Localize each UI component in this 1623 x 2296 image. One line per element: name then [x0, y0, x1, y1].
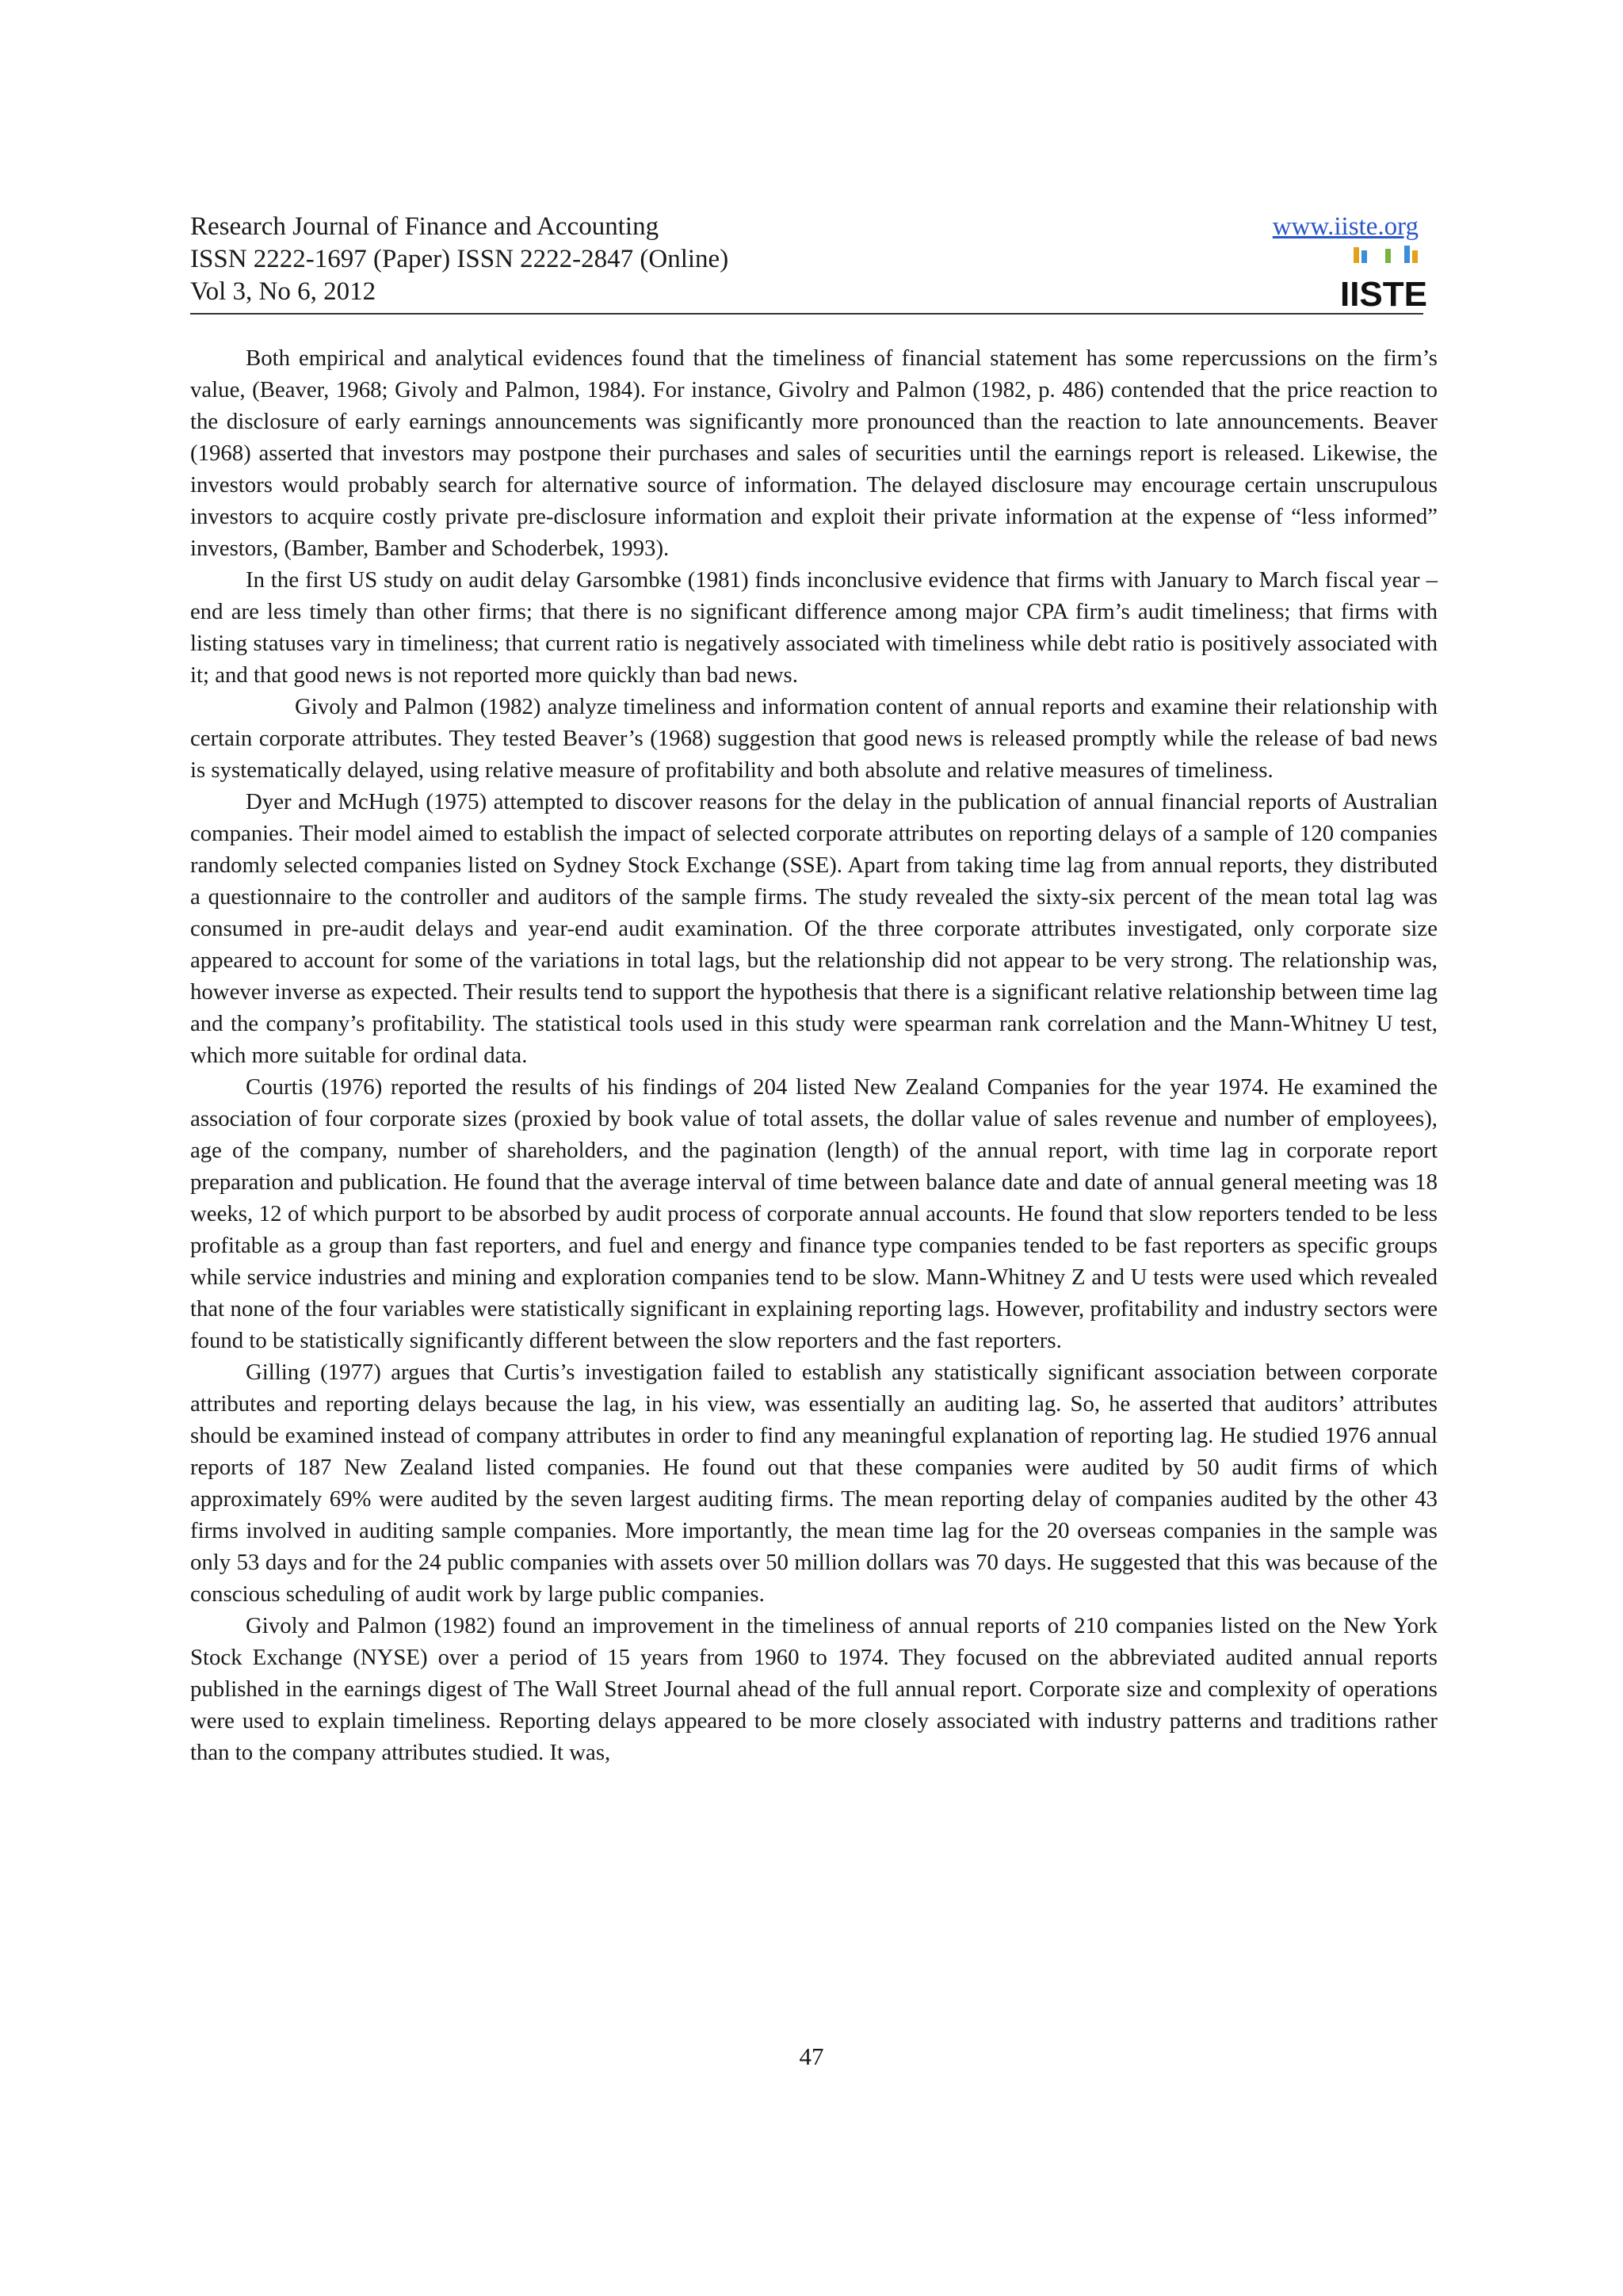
- journal-title: Research Journal of Finance and Accounting: [190, 212, 659, 241]
- paragraph: Givoly and Palmon (1982) analyze timeliness and information content of annual reports and examine their relationship with certain corporate attributes. They tested Beaver’s (1968) suggestion that good news is released promptly while the release of bad news is systematically delayed, using relative measure of profitability and both absolute and relative measures of timeliness.: [190, 694, 1438, 783]
- header-rule: [190, 313, 1423, 315]
- paragraph: In the first US study on audit delay Garsombke (1981) finds inconclusive evidence that firms with January to March fiscal year – end are less timely than other firms; that there is no significant difference among major CPA firm’s audit timeliness; that firms with listing statuses vary in timeliness; that current ratio is negatively associated with timeliness while debt ratio is positively associated with it; and that good news is not reported more quickly than bad news.: [190, 567, 1438, 688]
- issn-line: ISSN 2222-1697 (Paper) ISSN 2222-2847 (Online): [190, 245, 729, 273]
- paragraph: Dyer and McHugh (1975) attempted to discover reasons for the delay in the publication of annual financial reports of Australian companies. Their model aimed to establish the impact of selected corporate attributes on reporting delays of a sample of 120 companies randomly selected companies listed on Sydney Stock Exchange (SSE). Apart from taking time lag from annual reports, they distributed a questionnaire to the controller and auditors of the sample firms. The study revealed the sixty-six percent of the mean total lag was consumed in pre-audit delays and year-end audit examination. Of the three corporate attributes investigated, only corporate size appeared to account for some of the variations in total lags, but the relationship did not appear to be very strong. The relationship was, however inverse as expected. Their results tend to support the hypothesis that there is a significant relative relationship between time lag and the company’s profitability. The statistical tools used in this study were spearman rank correlation and the Mann-Whitney U test, which more suitable for ordinal data.: [190, 789, 1438, 1068]
- page-number: 47: [799, 2042, 824, 2070]
- iiste-logo: [1339, 242, 1428, 314]
- logo-lettering: IISTE: [1339, 275, 1428, 314]
- journal-url-link[interactable]: www.iiste.org: [1272, 212, 1419, 241]
- paragraph: Both empirical and analytical evidences found that the timeliness of financial statement has some repercussions on the firm’s value, (Beaver, 1968; Givoly and Palmon, 1984). For instance, Givolry and Palmon (1982, p. 486) contended that the price reaction to the disclosure of early earnings announcements was significantly more pronounced than the reaction to late announcements. Beaver (1968) asserted that investors may postpone their purchases and sales of securities until the earnings report is released. Likewise, the investors would probably search for alternative source of information. The delayed disclosure may encourage certain unscrupulous investors to acquire costly private pre-disclosure information and exploit their private information at the expense of “less informed” investors, (Bamber, Bamber and Schoderbek, 1993).: [190, 345, 1438, 561]
- volume-line: Vol 3, No 6, 2012: [190, 277, 376, 306]
- paragraph: Courtis (1976) reported the results of his findings of 204 listed New Zealand Companies for the year 1974. He examined the association of four corporate sizes (proxied by book value of total assets, the dollar value of sales revenue and number of employees), age of the company, number of shareholders, and the pagination (length) of the annual report, with time lag in corporate report preparation and publication. He found that the average interval of time between balance date and date of annual general meeting was 18 weeks, 12 of which purport to be absorbed by audit process of corporate annual accounts. He found that slow reporters tended to be less profitable as a group than fast reporters, and fuel and energy and finance type companies tended to be fast reporters as specific groups while service industries and mining and exploration companies tend to be slow. Mann-Whitney Z and U tests were used which revealed that none of the four variables were statistically significant in explaining reporting lags. However, profitability and industry sectors were found to be statistically significantly different between the slow reporters and the fast reporters.: [190, 1074, 1438, 1353]
- paragraph: Givoly and Palmon (1982) found an improvement in the timeliness of annual reports of 210 companies listed on the New York Stock Exchange (NYSE) over a period of 15 years from 1960 to 1974. They focused on the abbreviated audited annual reports published in the earnings digest of The Wall Street Journal ahead of the full annual report. Corporate size and complexity of operations were used to explain timeliness. Reporting delays appeared to be more closely associated with industry patterns and traditions rather than to the company attributes studied. It was,: [190, 1613, 1438, 1765]
- paragraph: Gilling (1977) argues that Curtis’s investigation failed to establish any statistically significant association between corporate attributes and reporting delays because the lag, in his view, was essentially an auditing lag. So, he asserted that auditors’ attributes should be examined instead of company attributes in order to find any meaningful explanation of reporting lag. He studied 1976 annual reports of 187 New Zealand listed companies. He found out that these companies were audited by 50 audit firms of which approximately 69% were audited by the seven largest auditing firms. The mean reporting delay of companies audited by the other 43 firms involved in auditing sample companies. More importantly, the mean time lag for the 20 overseas companies in the sample was only 53 days and for the 24 public companies with assets over 50 million dollars was 70 days. He suggested that this was because of the conscious scheduling of audit work by large public companies.: [190, 1360, 1438, 1607]
- running-header: [190, 211, 1428, 314]
- article-body: [190, 342, 1438, 1768]
